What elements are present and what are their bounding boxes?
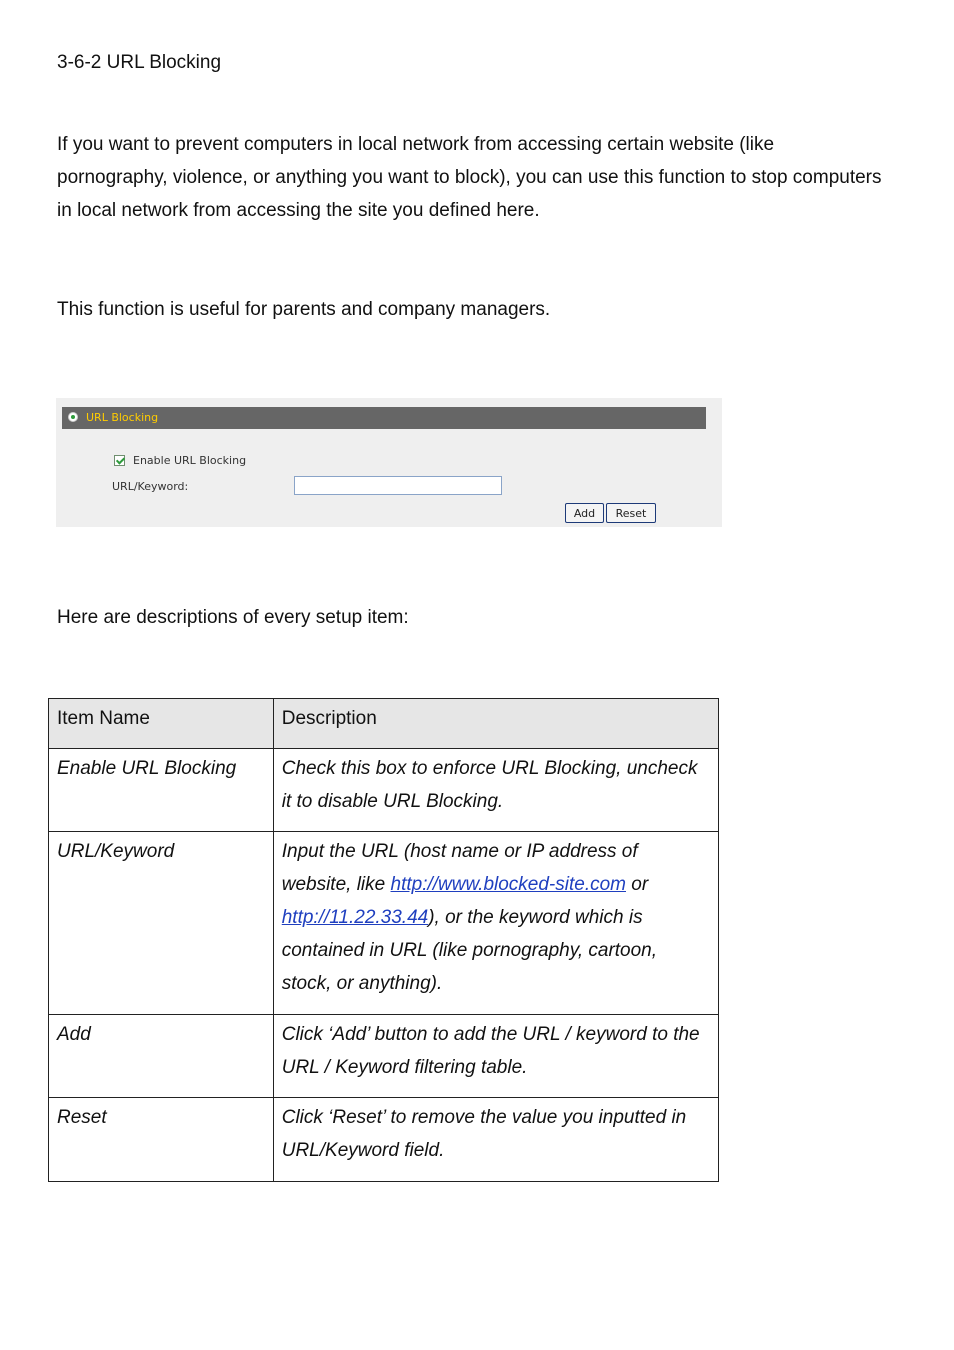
section-heading: 3-6-2 URL Blocking	[57, 52, 222, 73]
table-row	[49, 749, 719, 832]
enable-url-blocking-checkbox[interactable]	[114, 455, 125, 466]
descriptions-intro: Here are descriptions of every setup item:	[57, 607, 409, 628]
description-cell: Click ‘Reset’ to remove the value you inputted in URL/Keyword field.	[273, 1098, 718, 1182]
item-name-cell: Add	[49, 1015, 274, 1098]
item-name-cell: Enable URL Blocking	[49, 749, 274, 832]
enable-url-blocking-row[interactable]	[114, 454, 246, 467]
setup-items-table	[48, 698, 719, 1182]
description-cell	[273, 832, 718, 1015]
reset-button[interactable]: Reset	[606, 503, 656, 523]
enable-url-blocking-label: Enable URL Blocking	[133, 454, 247, 467]
item-name-cell: Reset	[49, 1098, 274, 1182]
item-name-cell: URL/Keyword	[49, 832, 274, 1015]
table-row	[49, 1015, 719, 1098]
panel-header	[62, 407, 706, 429]
url-keyword-label: URL/Keyword:	[112, 480, 189, 493]
description-cell: Click ‘Add’ button to add the URL / keyword to the URL / Keyword filtering table.	[273, 1015, 718, 1098]
table-row	[49, 832, 719, 1015]
description-text: Input the URL (host name or IP address of website, like	[281, 841, 638, 895]
add-button[interactable]: Add	[565, 503, 604, 523]
radio-bullet-icon	[68, 412, 78, 422]
description-cell: Check this box to enforce URL Blocking, uncheck it to disable URL Blocking.	[273, 749, 718, 832]
table-header-row	[49, 699, 719, 749]
header-description: Description	[273, 699, 718, 749]
header-item-name: Item Name	[49, 699, 274, 749]
description-text: ), or the keyword which is contained in URL (like pornography, cartoon, stock, or anything).	[281, 907, 658, 994]
note-paragraph: This function is useful for parents and company managers.	[57, 299, 551, 320]
intro-paragraph: If you want to prevent computers in local network from accessing certain website (like pornography, violence, or anything you want to block), you can use this function to stop computers in local network from accessing the site you defined here.	[57, 134, 882, 221]
url-blocking-panel	[56, 398, 722, 527]
panel-title: URL Blocking	[86, 411, 159, 424]
example-url-link[interactable]: http://www.blocked-site.com	[390, 874, 626, 895]
url-keyword-input[interactable]	[294, 476, 502, 495]
example-ip-link[interactable]: http://11.22.33.44	[281, 907, 429, 928]
table-row	[49, 1098, 719, 1182]
description-text: or	[626, 874, 649, 895]
